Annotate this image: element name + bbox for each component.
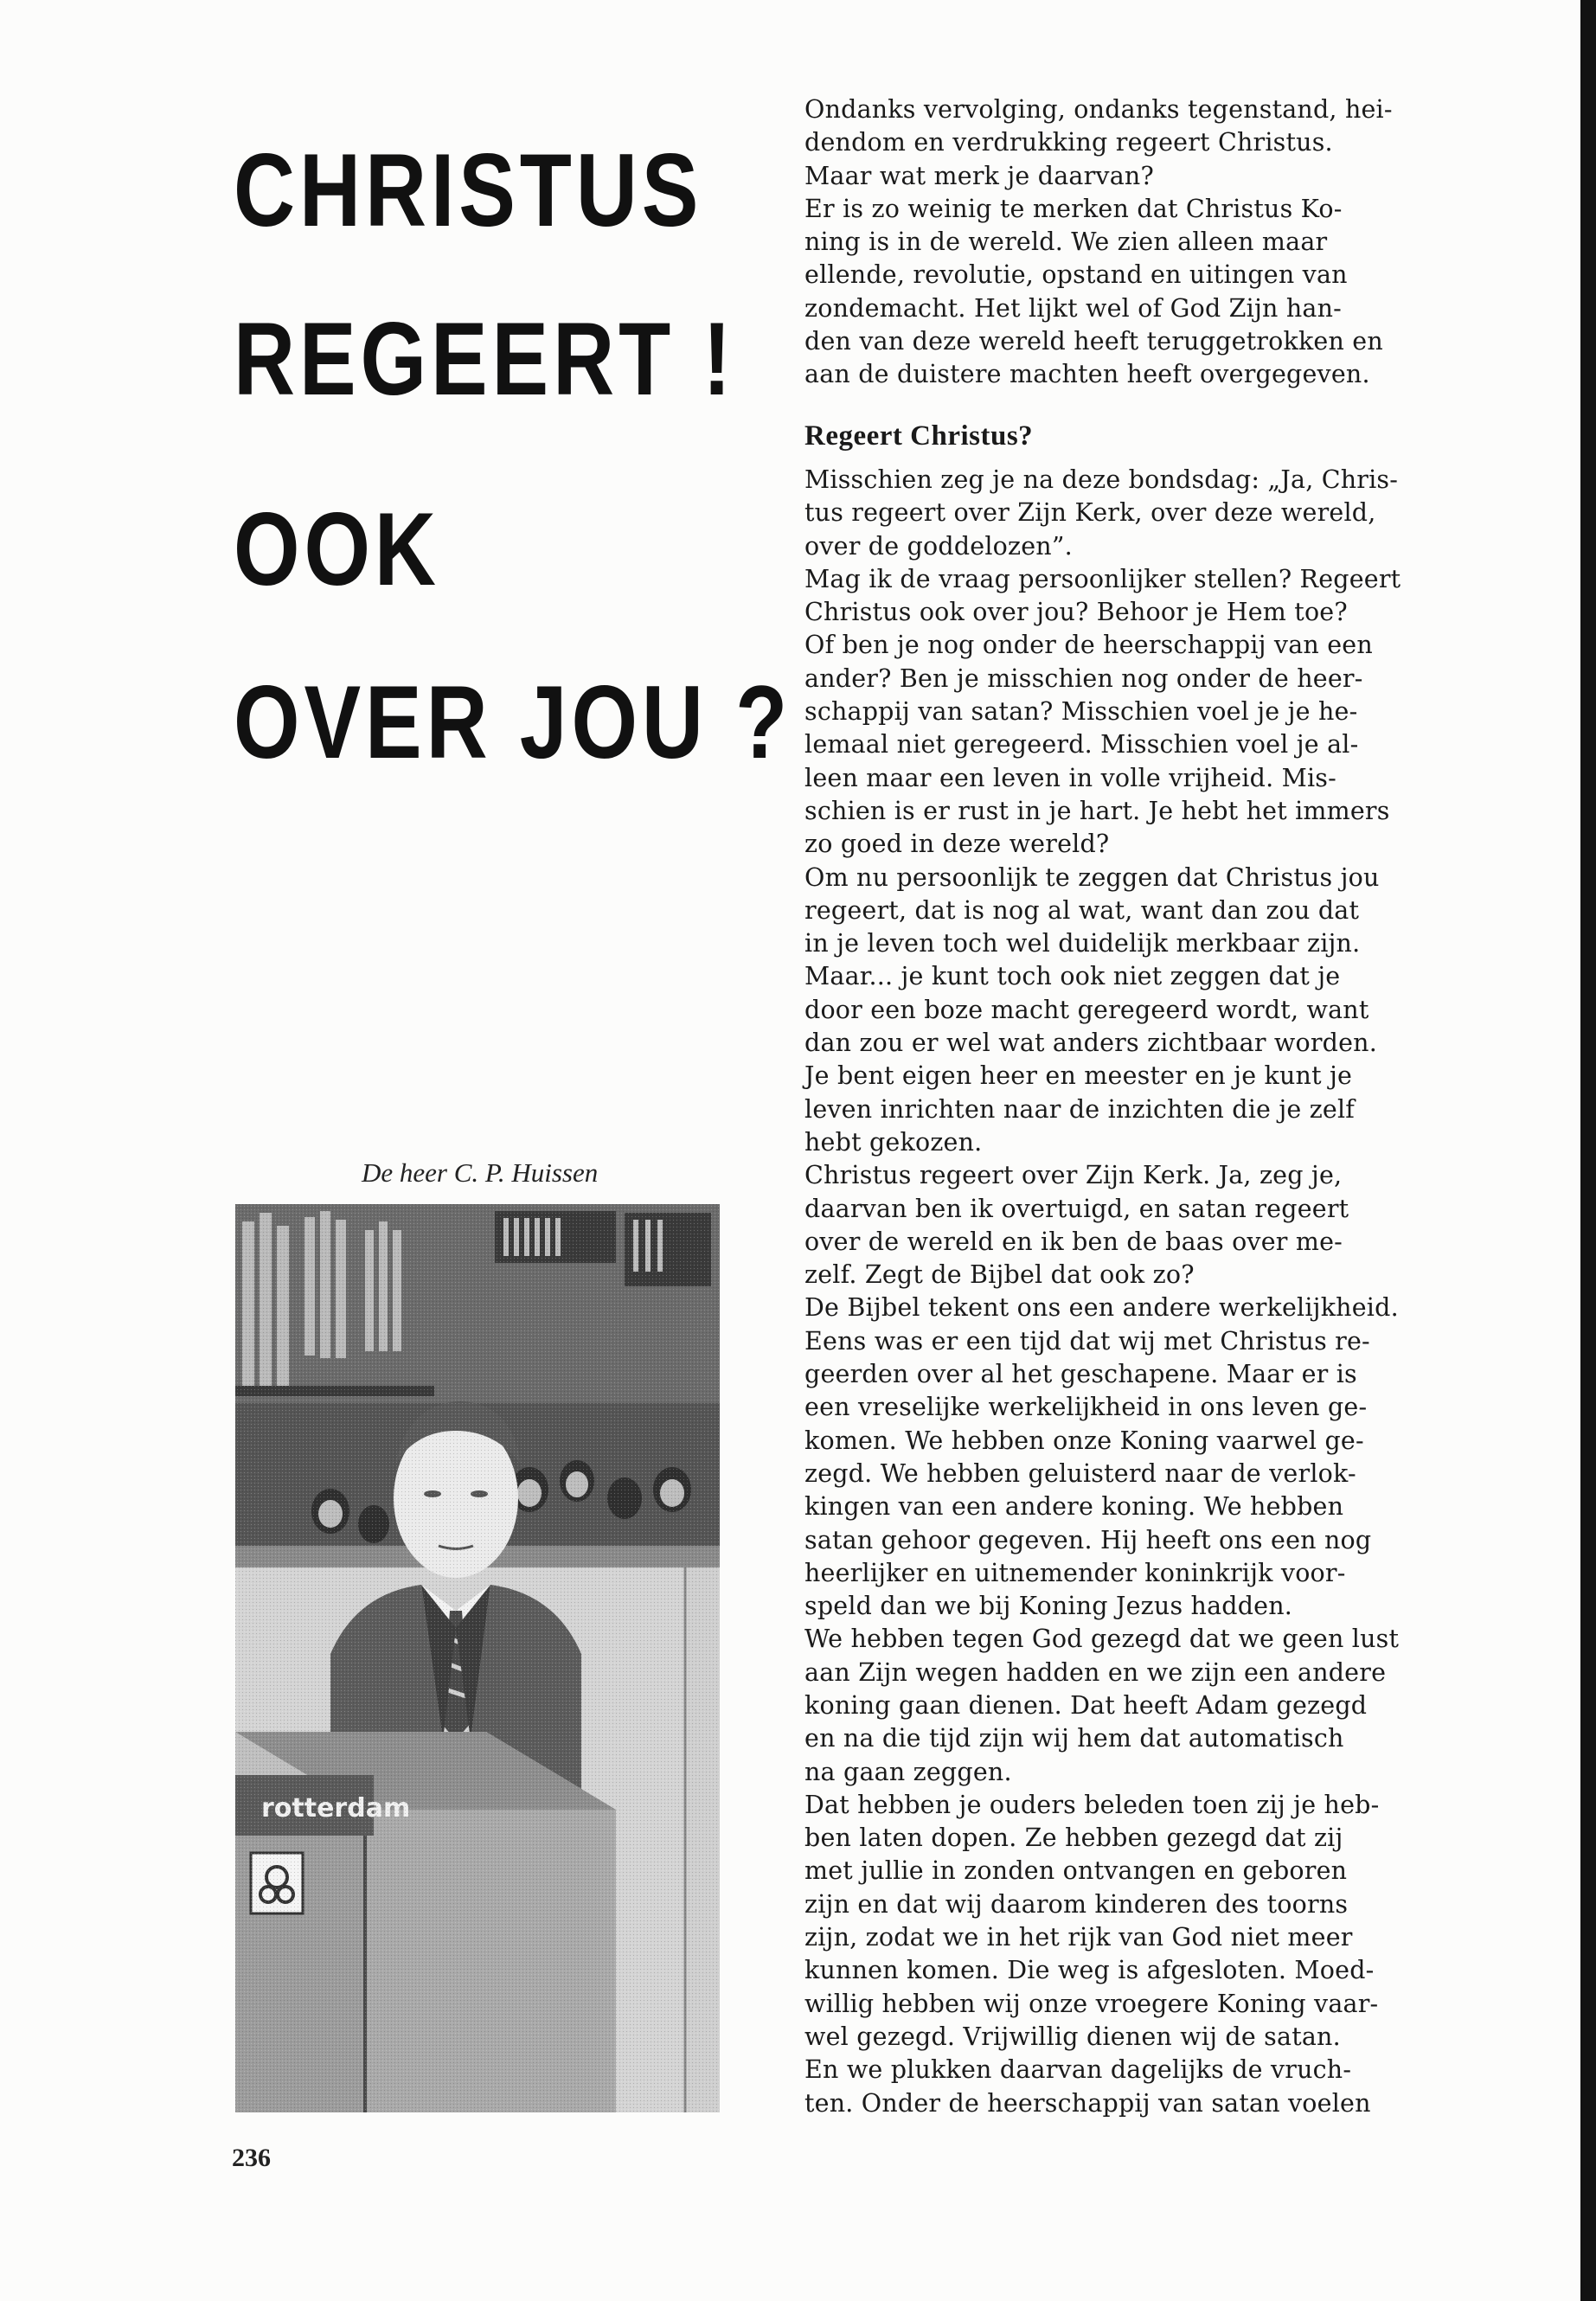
text-line: ning is in de wereld. We zien alleen maar <box>804 228 1328 257</box>
headline-line-1: CHRISTUS <box>234 132 703 248</box>
text-line: leen maar een leven in volle vrijheid. Mis- <box>804 763 1336 792</box>
text-line: geerden over al het geschapene. Maar er is <box>804 1360 1357 1389</box>
text-line: zijn en dat wij daarom kinderen des toorns <box>804 1889 1349 1919</box>
text-line: regeert, dat is nog al wat, want dan zou dat <box>804 895 1360 925</box>
text-line: kunnen komen. Die weg is afgesloten. Moed- <box>804 1956 1375 1985</box>
text-line: heerlijker en uitnemender koninkrijk voor- <box>804 1558 1346 1587</box>
text-line: dendom en verdrukking regeert Christus. <box>804 128 1333 157</box>
text-line: koning gaan dienen. Dat heeft Adam gezegd <box>804 1690 1368 1720</box>
text-line: Om nu persoonlijk te zeggen dat Christus jou <box>804 862 1380 892</box>
text-line: schappij van satan? Misschien voel je je he- <box>804 697 1358 727</box>
text-line: ellende, revolutie, opstand en uitingen van <box>804 260 1348 290</box>
text-line: Christus regeert over Zijn Kerk. Ja, zeg je, <box>804 1161 1343 1190</box>
text-line: tus regeert over Zijn Kerk, over deze wereld, <box>804 498 1376 528</box>
text-line: willig hebben wij onze vroegere Koning vaar- <box>804 1989 1379 2018</box>
text-line: een vreselijke werkelijkheid in ons leven ge- <box>804 1393 1368 1422</box>
headline-line-4: OVER JOU ? <box>234 664 792 780</box>
text-line: En we plukken daarvan dagelijks de vruch- <box>804 2055 1352 2085</box>
text-line: in je leven toch wel duidelijk merkbaar zijn. <box>804 929 1361 958</box>
text-line: Eens was er een tijd dat wij met Christus re- <box>804 1326 1370 1356</box>
page-edge-bar <box>1580 0 1596 2301</box>
text-line: schien is er rust in je hart. Je hebt het immers <box>804 796 1390 825</box>
text-line: Ondanks vervolging, ondanks tegenstand, hei- <box>804 95 1393 124</box>
text-line: Je bent eigen heer en meester en je kunt je <box>804 1061 1353 1091</box>
text-line: Maar... je kunt toch ook niet zeggen dat je <box>804 962 1341 991</box>
section-subheading: Regeert Christus? <box>804 420 1034 452</box>
text-line: kingen van een andere koning. We hebben <box>804 1492 1344 1522</box>
headline-line-2: REGEERT ! <box>234 301 736 417</box>
text-line: met jullie in zonden ontvangen en geboren <box>804 1856 1348 1886</box>
text-line: en na die tijd zijn wij hem dat automatisch <box>804 1724 1344 1753</box>
text-line: Christus ook over jou? Behoor je Hem toe? <box>804 598 1348 627</box>
text-line: hebt gekozen. <box>804 1127 983 1157</box>
body-paragraph <box>804 464 1460 2120</box>
text-line: komen. We hebben onze Koning vaarwel ge- <box>804 1426 1364 1455</box>
text-line: Of ben je nog onder de heerschappij van een <box>804 631 1373 660</box>
text-line: aan Zijn wegen hadden en we zijn een andere <box>804 1657 1387 1687</box>
text-line: Misschien zeg je na deze bondsdag: „Ja, Chris- <box>804 465 1399 494</box>
text-line: ander? Ben je misschien nog onder de heer- <box>804 663 1363 693</box>
text-line: leven inrichten naar de inzichten die je zelf <box>804 1094 1356 1124</box>
text-line: daarvan ben ik overtuigd, en satan regeert <box>804 1194 1349 1223</box>
page-number: 236 <box>232 2144 271 2172</box>
text-line: over de wereld en ik ben de baas over me- <box>804 1227 1343 1256</box>
text-line: satan gehoor gegeven. Hij heeft ons een nog <box>804 1525 1372 1554</box>
headline-line-3: OOK <box>234 491 440 607</box>
text-line: na gaan zeggen. <box>804 1757 1012 1786</box>
text-line: dan zou er wel wat anders zichtbaar worden. <box>804 1029 1377 1058</box>
text-line: We hebben tegen God gezegd dat we geen lust <box>804 1625 1400 1654</box>
text-line: speld dan we bij Koning Jezus hadden. <box>804 1592 1293 1621</box>
text-line: zondemacht. Het lijkt wel of God Zijn han- <box>804 293 1342 323</box>
text-line: wel gezegd. Vrijwillig dienen wij de satan. <box>804 2022 1341 2051</box>
text-line: aan de duistere machten heeft overgegeven. <box>804 360 1370 389</box>
text-line: Dat hebben je ouders beleden toen zij je heb- <box>804 1790 1380 1819</box>
text-line: door een boze macht geregeerd wordt, want <box>804 995 1369 1024</box>
text-line: ben laten dopen. Ze hebben gezegd dat zij <box>804 1823 1343 1853</box>
text-line: zijn, zodat we in het rijk van God niet meer <box>804 1923 1353 1952</box>
text-line: zelf. Zegt de Bijbel dat ook zo? <box>804 1260 1195 1290</box>
text-line: Maar wat merk je daarvan? <box>804 161 1154 190</box>
text-line: over de goddelozen”. <box>804 531 1073 561</box>
speaker-photo <box>235 1204 720 2112</box>
text-line: zo goed in deze wereld? <box>804 830 1110 859</box>
text-line: lemaal niet geregeerd. Misschien voel je al- <box>804 730 1359 760</box>
photo-caption: De heer C. P. Huissen <box>362 1157 599 1188</box>
text-line: Mag ik de vraag persoonlijker stellen? Regeert <box>804 564 1401 593</box>
text-line: Er is zo weinig te merken dat Christus Ko- <box>804 194 1343 223</box>
text-line: De Bijbel tekent ons een andere werkelijkheid. <box>804 1293 1399 1323</box>
text-line: zegd. We hebben geluisterd naar de verlok- <box>804 1458 1356 1488</box>
intro-paragraph <box>804 93 1460 392</box>
text-line: den van deze wereld heeft teruggetrokken en <box>804 327 1383 356</box>
speaker-photo-image <box>235 1204 720 2112</box>
text-line: ten. Onder de heerschappij van satan voelen <box>804 2088 1371 2118</box>
